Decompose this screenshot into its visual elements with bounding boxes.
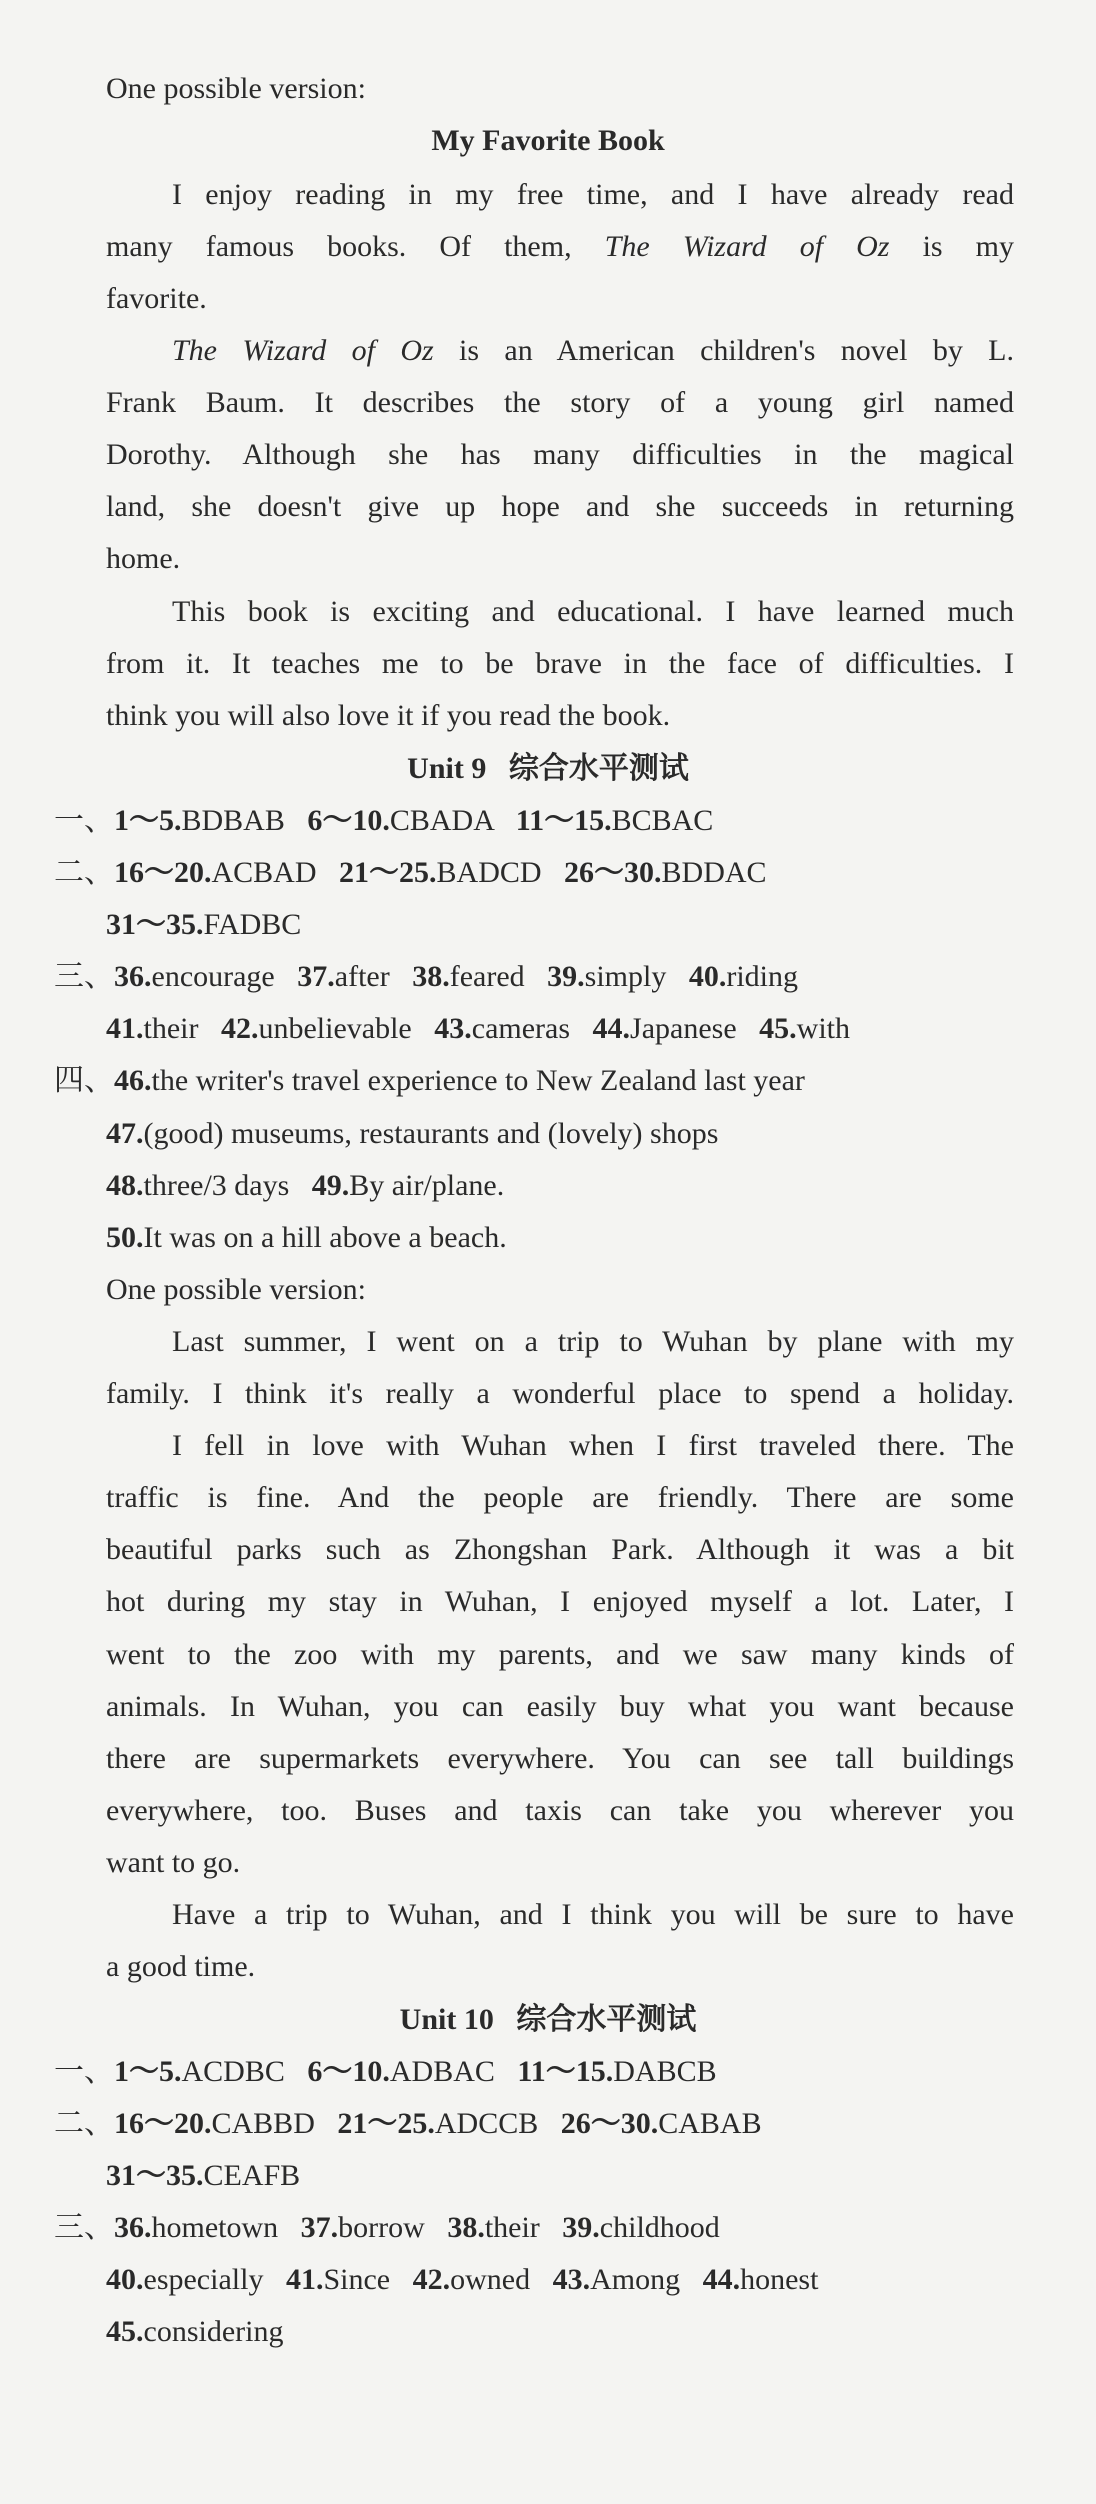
unit9-answers-part2: 二、16～20.ACBAD 21～25.BADCD 26～30.BDDAC — [54, 856, 767, 889]
essay-title: My Favorite Book — [431, 124, 665, 157]
essay-line: I fell in love with Wuhan when I first traveled there. The — [172, 1429, 1014, 1462]
essay-line: Last summer, I went on a trip to Wuhan by plane with my — [172, 1325, 1014, 1358]
essay-line: I enjoy reading in my free time, and I have already read — [172, 178, 1014, 211]
unit10-answers-part3-cont: 40.especially 41.Since 42.owned 43.Among 44.honest — [106, 2263, 819, 2296]
essay-line: from it. It teaches me to be brave in the face of difficulties. I — [106, 647, 1014, 680]
essay-line: many famous books. Of them, The Wizard of Oz is my — [106, 230, 1014, 263]
essay-line: beautiful parks such as Zhongshan Park. Although it was a bit — [106, 1533, 1014, 1566]
intro-label: One possible version: — [106, 1273, 366, 1306]
unit9-answer-48-49: 48.three/3 days 49.By air/plane. — [106, 1169, 505, 1202]
unit10-answers-part1: 一、1～5.ACDBC 6～10.ADBAC 11～15.DABCB — [54, 2055, 717, 2088]
essay-line: This book is exciting and educational. I have learned much — [172, 595, 1014, 628]
essay-line: land, she doesn't give up hope and she succeeds in returning — [106, 490, 1014, 523]
essay-line: home. — [106, 542, 181, 575]
unit9-answers-part3: 三、36.encourage 37.after 38.feared 39.simply 40.riding — [54, 960, 799, 993]
intro-label: One possible version: — [106, 72, 366, 105]
essay-line: want to go. — [106, 1846, 241, 1879]
essay-line: favorite. — [106, 282, 207, 315]
unit9-heading: Unit 9 综合水平测试 — [407, 752, 689, 785]
essay-line: went to the zoo with my parents, and we saw many kinds of — [106, 1638, 1014, 1671]
essay-line: think you will also love it if you read the book. — [106, 699, 671, 732]
essay-line: Have a trip to Wuhan, and I think you will be sure to have — [172, 1898, 1014, 1931]
unit9-answer-50: 50.It was on a hill above a beach. — [106, 1221, 507, 1254]
unit9-answers-part1: 一、1～5.BDBAB 6～10.CBADA 11～15.BCBAC — [54, 804, 714, 837]
essay-line: everywhere, too. Buses and taxis can take you wherever you — [106, 1794, 1014, 1827]
essay-line: The Wizard of Oz is an American children's novel by L. — [172, 334, 1015, 367]
unit10-answers-part2: 二、16～20.CABBD 21～25.ADCCB 26～30.CABAB — [54, 2107, 762, 2140]
essay-line: animals. In Wuhan, you can easily buy what you want because — [106, 1690, 1014, 1723]
unit9-answers-part2-cont: 31～35.FADBC — [106, 908, 302, 941]
unit9-answers-part4: 四、46.the writer's travel experience to New Zealand last year — [54, 1064, 805, 1097]
essay-line: traffic is fine. And the people are friendly. There are some — [106, 1481, 1014, 1514]
essay-line: there are supermarkets everywhere. You can see tall buildings — [106, 1742, 1014, 1775]
essay-line: Frank Baum. It describes the story of a young girl named — [106, 386, 1014, 419]
unit10-answers-part2-cont: 31～35.CEAFB — [106, 2159, 301, 2192]
unit9-answers-part3-cont: 41.their 42.unbelievable 43.cameras 44.Japanese 45.with — [106, 1012, 850, 1045]
essay-line: a good time. — [106, 1950, 256, 1983]
essay-line: family. I think it's really a wonderful place to spend a holiday. — [106, 1377, 1014, 1410]
unit10-heading: Unit 10 综合水平测试 — [399, 2003, 697, 2036]
unit9-answer-47: 47.(good) museums, restaurants and (lovely) shops — [106, 1117, 719, 1150]
unit10-answers-part3-cont2: 45.considering — [106, 2315, 284, 2348]
unit10-answers-part3: 三、36.hometown 37.borrow 38.their 39.childhood — [54, 2211, 720, 2244]
essay-line: hot during my stay in Wuhan, I enjoyed myself a lot. Later, I — [106, 1585, 1014, 1618]
essay-line: Dorothy. Although she has many difficulties in the magical — [106, 438, 1014, 471]
